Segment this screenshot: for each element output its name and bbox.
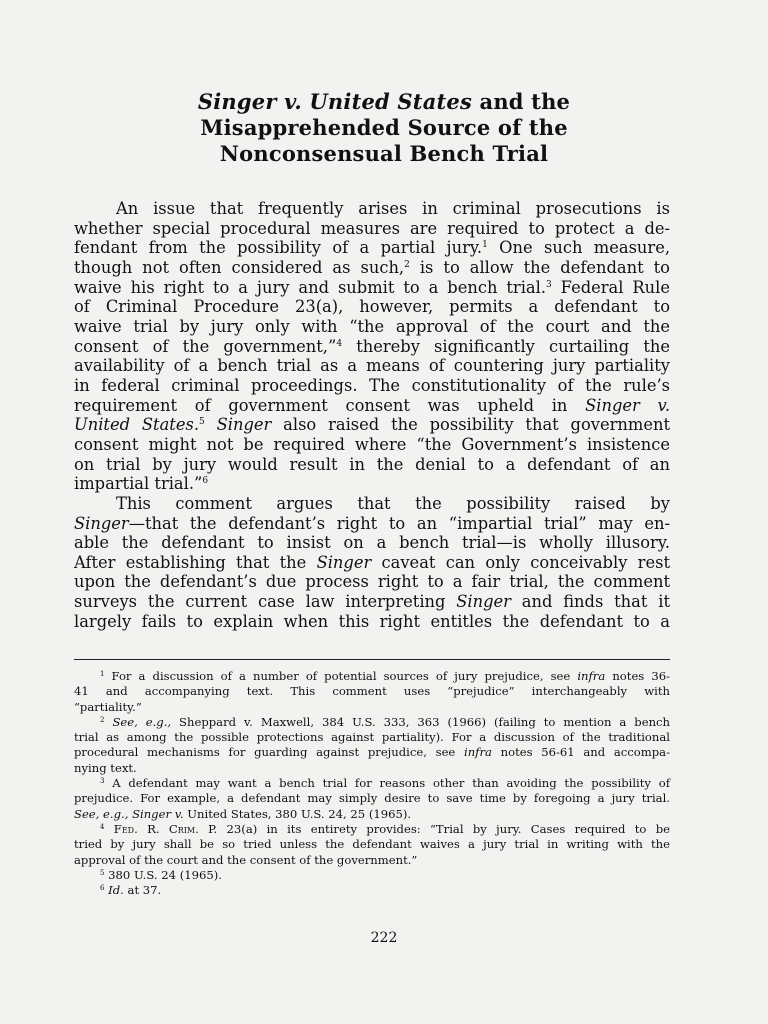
body-line: requirement of government consent was upheld in Singer v. — [74, 395, 670, 415]
body-line: waive his right to a jury and submit to a bench trial.$^3$ Federal Rule — [74, 277, 671, 297]
body-line: Singer—that the defendant’s right to an “impartial trial” may en- — [74, 513, 670, 533]
body-line: After establishing that the Singer caveat can only conceivably rest — [74, 552, 670, 572]
footnote-line: approval of the court and the consent of the government.” — [74, 852, 418, 867]
footnote-line: $^2$ See, e.g., Sheppard v. Maxwell, 384 U.S. 333, 363 (1966) (failing to mention a bench — [100, 714, 670, 729]
footnotes — [74, 669, 670, 898]
body-line: of Criminal Procedure 23(a), however, permits a defendant to — [74, 297, 670, 317]
body-line: largely fails to explain when this right entitles the defendant to a — [74, 611, 670, 631]
body-line: whether special procedural measures are required to protect a de- — [74, 218, 670, 238]
body-line: surveys the current case law interpreting Singer and finds that it — [74, 592, 670, 612]
footnote-divider — [74, 659, 670, 660]
footnote-line: $^1$ For a discussion of a number of potential sources of jury prejudice, see infra notes 36- — [100, 669, 670, 683]
footnote-line: See, e.g., Singer v. United States, 380 U.S. 24, 25 (1965). — [74, 806, 412, 821]
body-line: though not often considered as such,$^2$ is to allow the defendant to — [74, 257, 670, 277]
body-line: fendant from the possibility of a partial jury.$^1$ One such measure, — [74, 238, 671, 258]
footnote-line: nying text. — [74, 760, 137, 775]
page-number: 222 — [370, 930, 398, 946]
body-line: This comment argues that the possibility raised by — [116, 493, 670, 513]
footnote-line: prejudice. For example, a defendant may simply desire to save time by foregoing a jury trial. — [74, 791, 670, 806]
paragraph-2 — [74, 494, 670, 632]
title-case-name: Singer v. United States — [197, 89, 472, 114]
footnote-line: $^5$ 380 U.S. 24 (1965). — [100, 867, 222, 882]
footnote-line: tried by jury shall be so tried unless the defendant waives a jury trial in writing with the — [74, 837, 670, 852]
body-line: on trial by jury would result in the denial to a defendant of an — [74, 454, 670, 474]
footnote-line: 41 and accompanying text. This comment uses “prejudice” interchangeably with — [74, 684, 670, 699]
body-line: impartial trial.”$^6$ — [74, 474, 209, 494]
body-line: consent of the government,”$^4$ thereby significantly curtailing the — [74, 336, 670, 356]
title-line-2: Misapprehended Source of the — [200, 115, 568, 140]
footnote-line: $^6$ Id. at 37. — [100, 883, 162, 898]
footnote-line: “partiality.” — [74, 699, 142, 714]
body-line: waive trial by jury only with “the approval of the court and the — [74, 316, 670, 336]
body-line: availability of a bench trial as a means of countering jury partiality — [74, 356, 670, 376]
body-line: upon the defendant’s due process right to a fair trial, the comment — [74, 572, 670, 592]
body-line: An issue that frequently arises in criminal prosecutions is — [116, 199, 670, 218]
body-line: consent might not be required where “the Government’s insistence — [74, 434, 670, 454]
paragraph-1 — [74, 199, 670, 494]
title-line-1 — [120, 89, 648, 115]
footnote-line: $^4$ Fed. R. Crim. P. 23(a) in its entirety provides: “Trial by jury. Cases required to be — [100, 821, 671, 836]
footnote-line: $^3$ A defendant may want a bench trial for reasons other than avoiding the possibility of — [100, 776, 670, 791]
title-line-3: Nonconsensual Bench Trial — [219, 141, 549, 166]
body-line: in federal criminal proceedings. The constitutionality of the rule’s — [74, 375, 670, 395]
title-line-1-rest: and the — [472, 89, 571, 114]
footnote-line: procedural mechanisms for guarding against prejudice, see infra notes 56-61 and accompa- — [74, 745, 670, 760]
article-title — [120, 89, 648, 167]
body-line: able the defendant to insist on a bench trial—is wholly illusory. — [74, 533, 670, 553]
footnote-line: trial as among the possible protections against partiality). For a discussion of the traditional — [74, 730, 670, 745]
body-text — [74, 199, 670, 631]
body-line: United States.$^5$ Singer also raised the possibility that government — [74, 415, 670, 435]
